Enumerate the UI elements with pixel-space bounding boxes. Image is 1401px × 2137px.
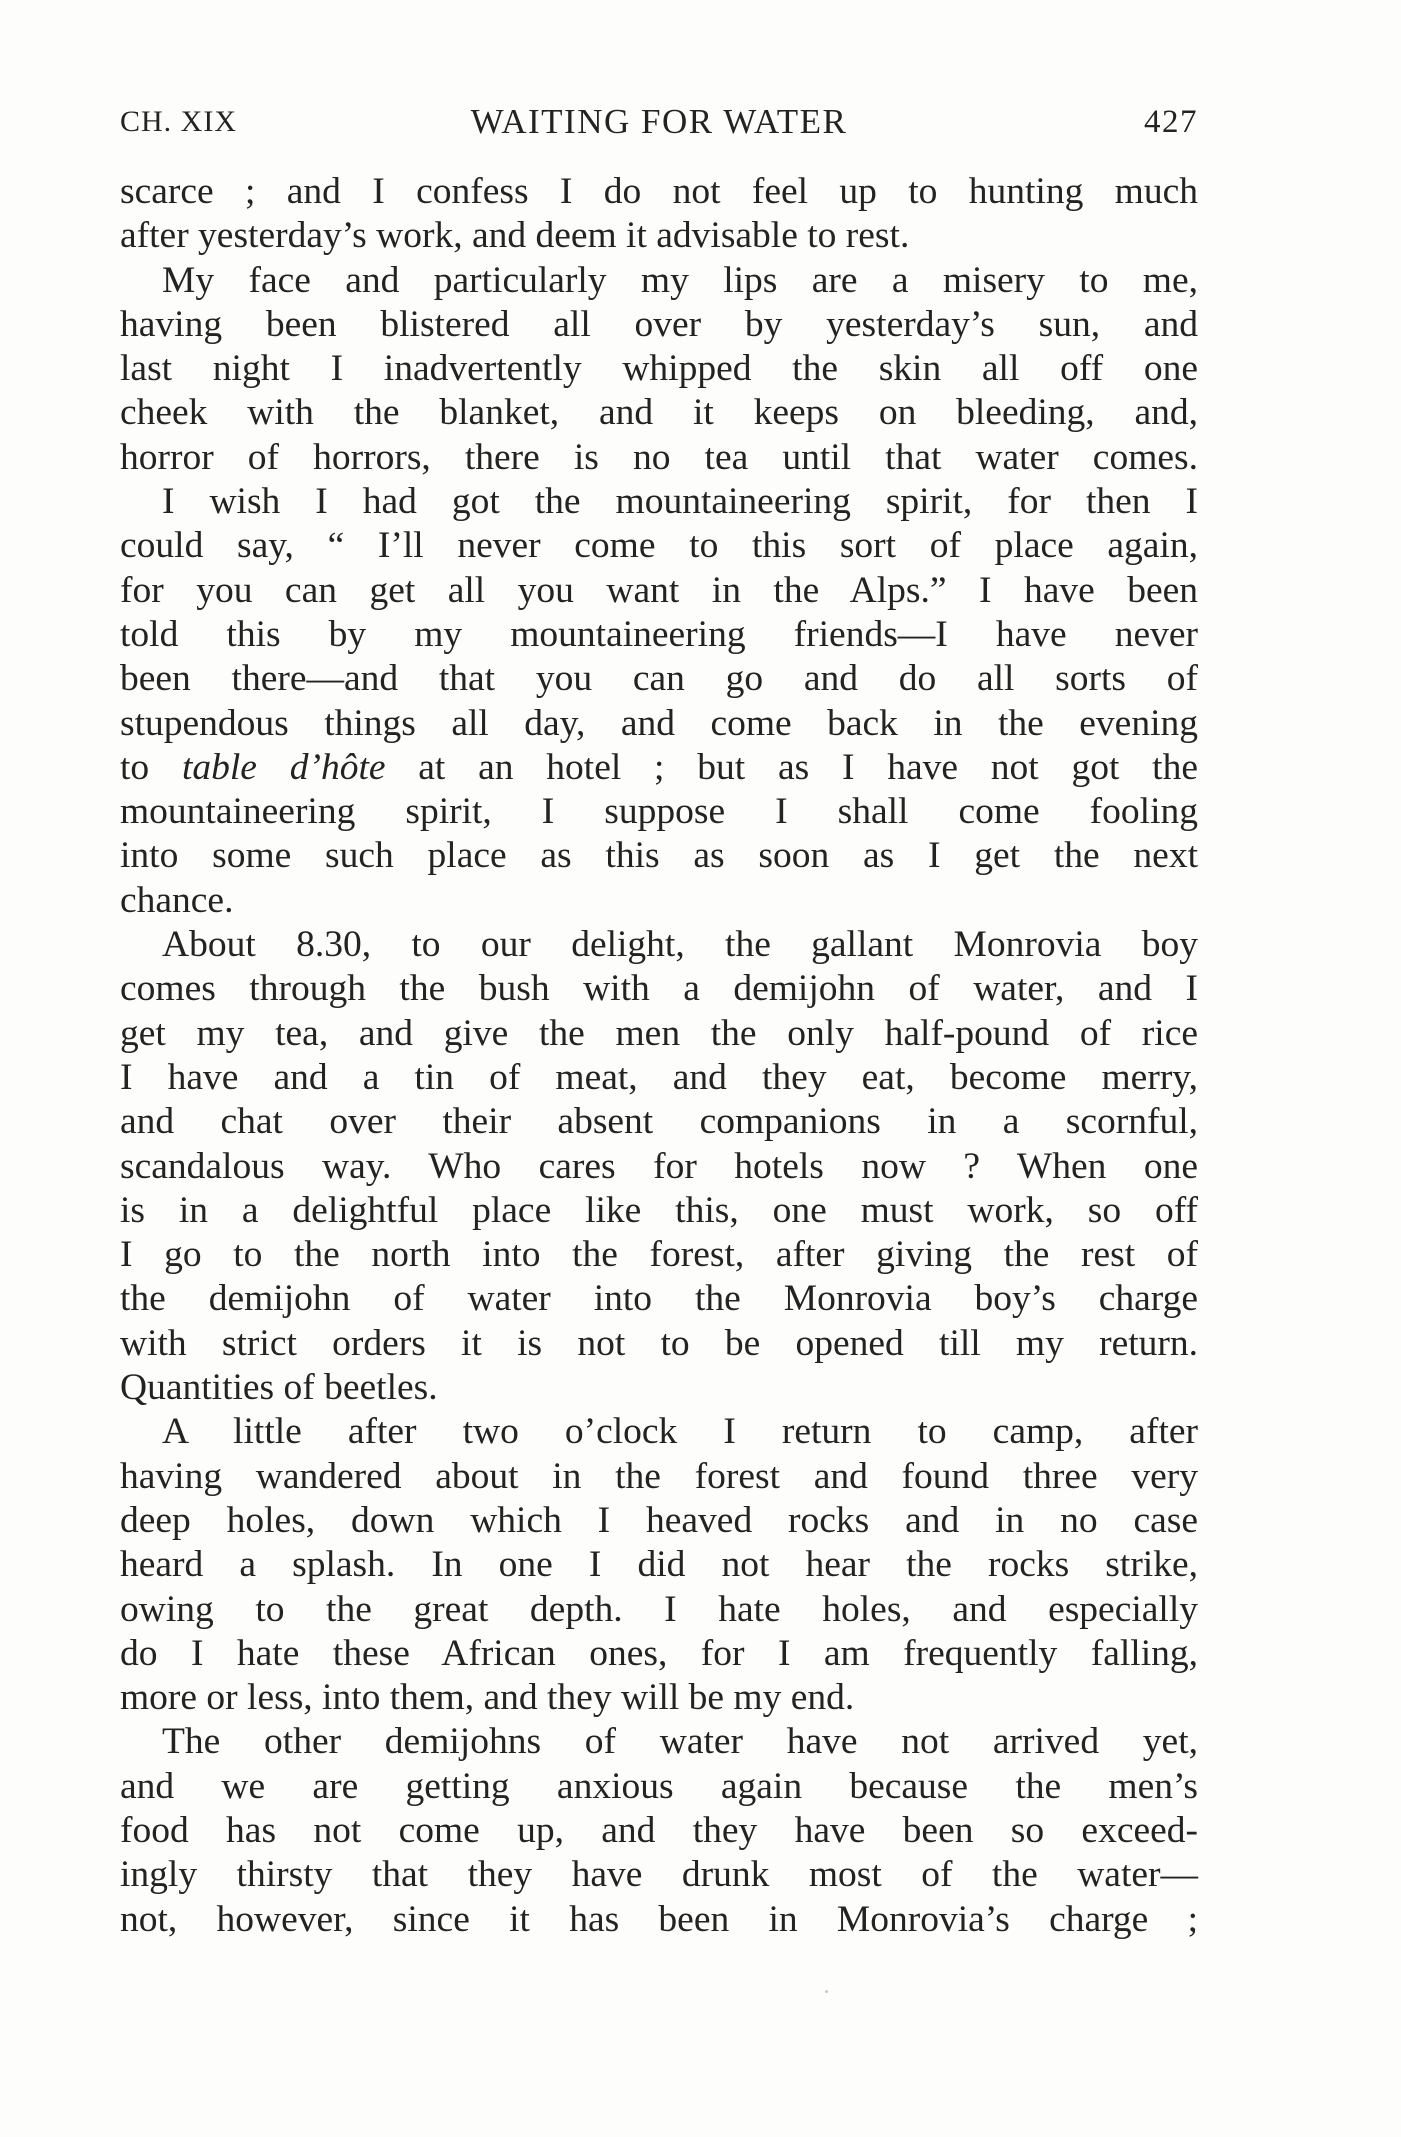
text-line: do I hate these African ones, for I am frequently falling, — [120, 1632, 1198, 1674]
text-line: cheek with the blanket, and it keeps on bleeding, and, — [120, 392, 1198, 434]
text-line: stupendous things all day, and come back in the evening — [120, 702, 1198, 744]
italic-phrase: table d’hôte — [181, 746, 386, 788]
chapter-label: CH. XIX — [120, 105, 237, 138]
text-line: with strict orders it is not to be opened till my return. — [120, 1322, 1198, 1364]
text-line: and we are getting anxious again because the men’s — [120, 1765, 1198, 1807]
text-line: last night I inadvertently whipped the skin all off one — [120, 348, 1198, 390]
page-title: WAITING FOR WATER — [470, 102, 848, 141]
paragraph-start-line: I wish I had got the mountaineering spirit, for then I — [162, 481, 1198, 523]
text-line-italic-phrase — [120, 746, 1198, 790]
text-line: get my tea, and give the men the only half-pound of rice — [120, 1012, 1198, 1054]
text-line: Quantities of beetles. — [120, 1367, 438, 1409]
text-line: chance. — [120, 879, 234, 921]
text-line: ingly thirsty that they have drunk most of the water— — [120, 1854, 1198, 1896]
text-line: not, however, since it has been in Monrovia’s charge ; — [120, 1898, 1198, 1940]
text-line: having been blistered all over by yesterday’s sun, and — [120, 303, 1198, 345]
text-line: for you can get all you want in the Alps.” I have been — [120, 569, 1198, 611]
text-line: is in a delightful place like this, one must work, so off — [120, 1189, 1198, 1231]
text-line: into some such place as this as soon as I get the next — [120, 835, 1198, 877]
text-line: and chat over their absent companions in a scornful, — [120, 1101, 1198, 1143]
text-line: after yesterday’s work, and deem it advisable to rest. — [120, 215, 910, 257]
text-line: the demijohn of water into the Monrovia boy’s charge — [120, 1278, 1198, 1320]
page-number: 427 — [1144, 104, 1198, 140]
text-line: comes through the bush with a demijohn of water, and I — [120, 968, 1198, 1010]
paragraph-start-line: The other demijohns of water have not arrived yet, — [162, 1721, 1198, 1763]
text-line: I have and a tin of meat, and they eat, become merry, — [120, 1056, 1198, 1098]
text-line: more or less, into them, and they will be my end. — [120, 1677, 855, 1719]
text-line: scarce ; and I confess I do not feel up to hunting much — [120, 171, 1198, 212]
text-line: having wandered about in the forest and found three very — [120, 1455, 1198, 1497]
text-segment: to — [120, 746, 182, 788]
text-line: mountaineering spirit, I suppose I shall come fooling — [120, 791, 1198, 833]
text-line: food has not come up, and they have been so exceed- — [120, 1809, 1198, 1851]
text-line: owing to the great depth. I hate holes, and especially — [120, 1588, 1198, 1630]
paragraph-start-line: My face and particularly my lips are a misery to me, — [162, 259, 1198, 301]
paper-speck — [825, 1990, 828, 1993]
text-line: heard a splash. In one I did not hear the rocks strike, — [120, 1544, 1198, 1586]
paragraph-start-line: A little after two o’clock I return to camp, after — [162, 1411, 1198, 1453]
text-line: horror of horrors, there is no tea until that water comes. — [120, 436, 1198, 478]
text-line: scandalous way. Who cares for hotels now ? When one — [120, 1145, 1198, 1187]
text-line: deep holes, down which I heaved rocks and in no case — [120, 1499, 1198, 1541]
text-line: I go to the north into the forest, after giving the rest of — [120, 1234, 1198, 1276]
text-line: been there—and that you can go and do all sorts of — [120, 658, 1198, 700]
text-segment: at an hotel ; but as I have not got the — [385, 746, 1198, 788]
paragraph-start-line: About 8.30, to our delight, the gallant Monrovia boy — [162, 924, 1198, 966]
text-line: could say, “ I’ll never come to this sort of place again, — [120, 525, 1198, 567]
running-head — [120, 100, 1198, 144]
text-line: told this by my mountaineering friends—I have never — [120, 613, 1198, 655]
body-text — [120, 170, 1198, 1942]
